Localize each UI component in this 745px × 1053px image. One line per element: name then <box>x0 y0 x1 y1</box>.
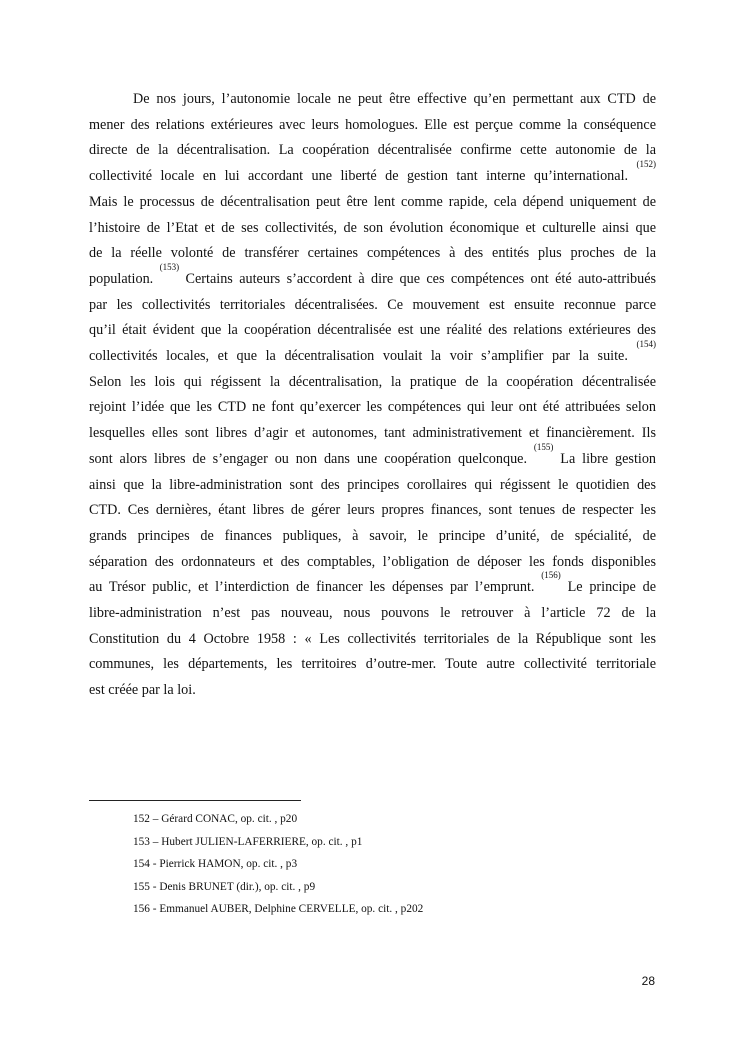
footnote-separator <box>89 800 301 801</box>
footnote: 154 - Pierrick HAMON, op. cit. , p3 <box>133 858 298 870</box>
body-line: Selon les lois qui régissent la décentralisation, la pratique de la coopération décentralisée <box>89 373 656 390</box>
body-line: séparation des ordonnateurs et des comptables, l’obligation de déposer les fonds disponibles <box>89 553 656 570</box>
body-line: collectivités locales, et que la décentralisation voulait la voir s’amplifier par la suite. $^{(154)}$ <box>89 339 657 364</box>
body-line: De nos jours, l’autonomie locale ne peut être effective qu’en permettant aux CTD de <box>133 91 656 107</box>
body-line: l’histoire de l’Etat et de ses collectivités, de son évolution économique et culturelle ainsi que <box>89 219 656 236</box>
body-line: est créée par la loi. <box>89 682 196 699</box>
body-line: par les collectivités territoriales décentralisées. Ce mouvement est ensuite reconnue parce <box>89 296 656 313</box>
body-line: Constitution du 4 Octobre 1958 : « Les collectivités territoriales de la République sont les <box>89 630 656 647</box>
body-line: mener des relations extérieures avec leurs homologues. Elle est perçue comme la conséquence <box>89 116 656 133</box>
footnote-ref: (154) <box>636 339 657 349</box>
footnote-ref: (156) <box>541 570 561 581</box>
body-line: directe de la décentralisation. La coopération décentralisée confirme cette autonomie de la <box>89 142 656 159</box>
body-line: ainsi que la libre-administration sont des principes corollaires qui régissent le quotidien des <box>89 476 656 493</box>
footnote: 155 - Denis BRUNET (dir.), op. cit. , p9 <box>133 880 316 893</box>
body-line: CTD. Ces dernières, étant libres de gérer leurs propres finances, sont tenues de respecter les <box>89 502 656 519</box>
footnote-ref: (155) <box>533 441 554 452</box>
body-line: de la réelle volonté de transférer certaines compétences à des entités plus proches de la <box>89 245 656 262</box>
footnote: 153 – Hubert JULIEN-LAFERRIERE, op. cit. , p1 <box>133 835 363 848</box>
footnote: 156 - Emmanuel AUBER, Delphine CERVELLE, op. cit. , p202 <box>133 903 424 915</box>
footnote-ref: (152) <box>636 159 656 170</box>
page-number: 28 <box>641 974 655 988</box>
body-line: sont alors libres de s’engager ou non dans une coopération quelconque. $^{(155)}$ La libre gestion <box>89 441 657 467</box>
body-line: rejoint l’idée que les CTD ne font qu’exercer les compétences qui leur ont été attribuées selon <box>89 399 656 416</box>
body-line: au Trésor public, et l’interdiction de financer les dépenses par l’emprunt. $^{(156)}$ Le principe de <box>89 570 657 596</box>
body-line: grands principes de finances publiques, à savoir, le principe d’unité, de spécialité, de <box>89 527 656 544</box>
body-line: qu’il était évident que la coopération décentralisée est une réalité des relations extérieures des <box>89 322 656 339</box>
footnote: 152 – Gérard CONAC, op. cit. , p20 <box>133 813 298 825</box>
body-line: communes, les départements, les territoires d’outre-mer. Toute autre collectivité territoriale <box>89 656 656 673</box>
body-line: Mais le processus de décentralisation peut être lent comme rapide, cela dépend uniquement de <box>89 193 656 210</box>
body-line: lesquelles elles sont libres d’agir et autonomes, tant administrativement et financièrement. Ils <box>89 425 656 442</box>
body-line: population. $^{(153)}$ Certains auteurs s’accordent à dire que ces compétences ont été auto-attribués <box>89 261 657 287</box>
body-line: libre-administration n’est pas nouveau, nous pouvons le retrouver à l’article 72 de la <box>89 605 656 621</box>
body-line: collectivité locale en lui accordant une liberté de gestion tant interne qu’international. $^{(152)}$ <box>89 159 656 185</box>
footnote-ref: (153) <box>159 261 180 272</box>
